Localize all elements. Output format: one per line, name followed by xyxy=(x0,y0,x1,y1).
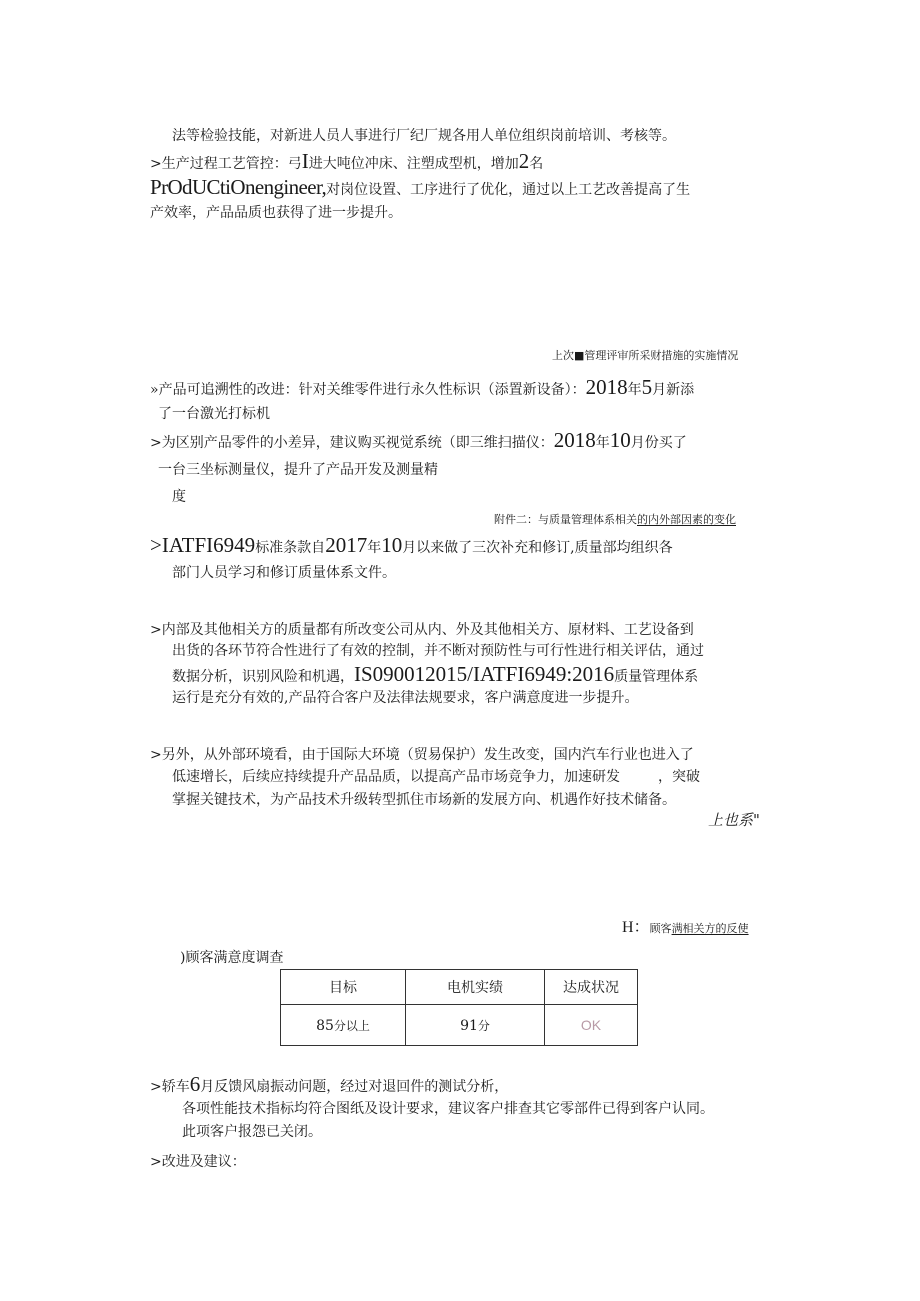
text: 月份买了 xyxy=(630,435,687,451)
month: 5 xyxy=(641,375,653,399)
text: 名 xyxy=(529,156,544,172)
satisfaction-table xyxy=(280,969,638,1046)
text: 低速增长，后续应持续提升产品品质，以提高产品市场竞争力，加速研发 xyxy=(172,769,620,785)
actual-unit: 分 xyxy=(477,1018,490,1033)
item-internal-quality-line4: 运行是充分有效的,产品符合客户及法律法规要求，客户满意度进一步提升。 xyxy=(172,690,639,706)
text: >为区别产品零件的小差异，建议购买视觉系统（即三维扫描仪： xyxy=(150,435,554,451)
table-header-row xyxy=(281,970,638,1005)
text: 附件二：与质量管理体系相关 xyxy=(494,513,637,526)
item-fan-vibration xyxy=(150,1074,508,1097)
item-traceability xyxy=(150,377,694,400)
item-vision-system xyxy=(150,430,687,453)
cell-target xyxy=(281,1005,406,1046)
standard-code: IS090012015/IATFI6949:2016 xyxy=(354,662,615,686)
status-ok: OK xyxy=(580,1016,602,1033)
text: »产品可追溯性的改进：针对关维零件进行永久性标识（添置新设备）： xyxy=(150,382,586,398)
handwritten-note: 上也系" xyxy=(708,811,760,829)
text: 月新添 xyxy=(652,382,695,398)
year: 2018 xyxy=(585,375,628,399)
text: 年 xyxy=(595,435,610,451)
text: 年 xyxy=(367,540,382,556)
text: 标准条款自 xyxy=(255,540,326,556)
item-vision-system-end: 度 xyxy=(172,489,186,505)
text: >生产过程工艺管控：弓 xyxy=(150,156,302,172)
text: 数据分析，识别风险和机遇， xyxy=(172,669,354,685)
item-iatf-standard-cont: 部门人员学习和修订质量体系文件。 xyxy=(172,565,396,581)
text: 月以来做了三次补充和修订,质量部均组织各 xyxy=(402,540,673,556)
cell-status xyxy=(545,1005,638,1046)
text: >轿车 xyxy=(150,1079,190,1095)
column-header-status: 达成状况 xyxy=(545,970,638,1005)
actual-value: 91 xyxy=(460,1017,478,1034)
text: 顾客 xyxy=(649,922,672,935)
month: 6 xyxy=(189,1072,201,1096)
year: 2017 xyxy=(325,533,368,557)
month: 10 xyxy=(381,533,403,557)
cell-actual xyxy=(406,1005,545,1046)
item-internal-quality: >内部及其他相关方的质量都有所改变公司从内、外及其他相关方、原材料、工艺设备到 xyxy=(150,622,694,638)
item-iatf-standard xyxy=(150,535,673,558)
table-row xyxy=(281,1005,638,1046)
text: 质量管理体系 xyxy=(614,669,699,685)
item-vision-system-cont: 一台三坐标测量仪，提升了产品开发及测量精 xyxy=(158,462,438,478)
paragraph-training: 法等检验技能，对新进人员人事进行厂纪厂规各用人单位组织岗前培训、考核等。 xyxy=(172,128,676,144)
target-unit: 分以上 xyxy=(333,1018,370,1033)
text: 进大吨位冲床、注塑成型机，增加 xyxy=(308,156,519,172)
text: 对岗位设置、工序进行了优化，通过以上工艺改善提高了生 xyxy=(326,182,691,198)
item-external-environment: >另外，从外部环境看，由于国际大环境（贸易保护）发生改变，国内汽车行业也进入了 xyxy=(150,747,694,763)
column-header-actual: 电机实绩 xyxy=(406,970,545,1005)
text: 年 xyxy=(627,382,642,398)
text: I xyxy=(301,149,309,173)
item-external-environment-line3: 掌握关键技术，为产品技术升级转型抓住市场新的发展方向、机遇作好技术储备。 xyxy=(172,792,676,808)
target-value: 85 xyxy=(316,1017,334,1034)
text: H： xyxy=(622,919,650,936)
item-traceability-cont: 了一台激光打标机 xyxy=(158,406,270,422)
item-improvements: >改进及建议： xyxy=(150,1154,246,1170)
item-fan-vibration-line2: 各项性能技术指标均符合图纸及设计要求，建议客户排查其它零部件已得到客户认同。 xyxy=(182,1101,714,1117)
item-external-environment-line2 xyxy=(172,767,700,787)
text: 的内外部因素的变化 xyxy=(637,513,736,526)
text: ，突破 xyxy=(658,769,700,785)
item-fan-vibration-line3: 此项客户报怨已关闭。 xyxy=(182,1124,322,1140)
item-internal-quality-line2: 出货的各环节符合性进行了有效的控制，并不断对预防性与可行性进行相关评估，通过 xyxy=(172,643,704,659)
month: 10 xyxy=(609,428,631,452)
column-header-target: 目标 xyxy=(281,970,406,1005)
standard-code: >IATFI6949 xyxy=(150,533,256,557)
english-term: PrOdUCtiOnengineer, xyxy=(150,175,327,199)
section-heading-attachment-2 xyxy=(494,510,736,530)
section-heading-customer-feedback xyxy=(622,918,749,939)
text: 满相关方的反使 xyxy=(671,922,749,935)
number: 2 xyxy=(518,149,530,173)
survey-title: )顾客满意度调查 xyxy=(180,950,284,966)
section-heading-last-review: 上次■管理评审所采财措施的实施情况 xyxy=(552,349,739,362)
paragraph-process-control xyxy=(150,151,543,174)
year: 2018 xyxy=(553,428,596,452)
paragraph-production-engineer xyxy=(150,177,690,200)
item-internal-quality-line3 xyxy=(172,664,698,687)
text: 月反馈风扇振动问题，经过对退回件的测试分析， xyxy=(200,1079,509,1095)
paragraph-efficiency: 产效率，产品品质也获得了进一步提升。 xyxy=(150,205,402,221)
